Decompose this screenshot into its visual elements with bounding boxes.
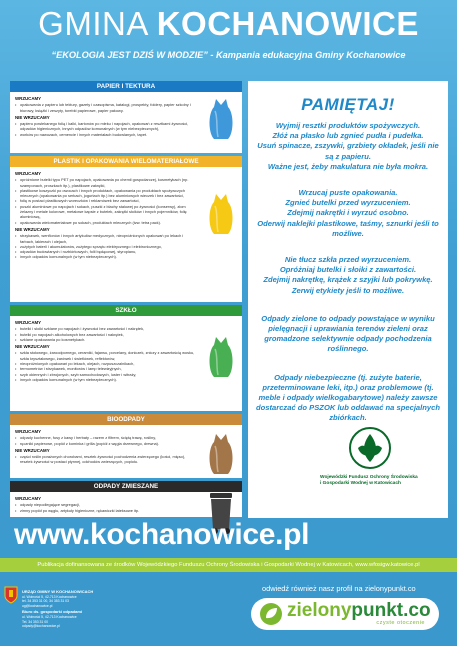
forbidden-label: NIE WRZUCAMY	[15, 114, 50, 120]
waste-bag-icon	[206, 97, 236, 141]
forbidden-label: NIE WRZUCAMY	[15, 344, 50, 350]
list-item: • butelki po napojach alkoholowych bez zawartości i nakrętek,	[15, 332, 196, 337]
list-item: • opakowania z papieru lub tektury, gazety i czasopisma, katalogi, prospekty, foldery, papier szkolny i biurowy, książki i zeszyty, torebki papierowe, papier pakowy.	[15, 102, 196, 113]
title-bold: KOCHANOWICE	[156, 5, 419, 42]
waste-section	[10, 414, 242, 478]
coat-of-arms-icon	[4, 586, 18, 604]
waste-sections	[10, 81, 242, 520]
allowed-list	[15, 102, 196, 113]
office2-name: Biuro ds. gospodarki odpadami	[22, 609, 83, 615]
reminder-bio: Odpady zielone to odpady powstające w wyniku pielęgnacji i uprawiania terenów zieleni oraz gromadzone selektywnie odpady pochodzenia roślinnego.	[261, 313, 435, 354]
allowed-list	[15, 502, 196, 513]
list-item: • opróżnione butelki typu PET po napojach, opakowania po chemii gospodarczej, kosmetykach (np. szamponach, proszkach itp.), plastikowe zakrętki,	[15, 177, 196, 188]
waste-section	[10, 156, 242, 302]
waste-section	[10, 481, 242, 517]
forbidden-list	[15, 350, 196, 382]
wfos-name-line2: i Gospodarki Wodnej w Katowicach	[320, 481, 401, 486]
list-item: • opakowania wielomateriałowe po sokach, produktach mlecznych (tzw. tetra pack).	[15, 220, 196, 225]
allowed-label: WRZUCAMY	[15, 429, 42, 434]
allowed-list	[15, 435, 196, 446]
funding-note: Publikacja dofinansowana ze środków Wojewódzkiego Funduszu Ochrony Środowiska i Gospodarki Wodnej w Katowicach, www.wfosigw.katowice.pl	[0, 558, 457, 572]
wfos-logo	[310, 426, 430, 487]
zielony-tagline: czyste otoczenie	[376, 620, 425, 626]
zielony-brand-right: punkt.co	[351, 600, 431, 621]
list-item: • odpady niepodlegające segregacji,	[15, 502, 196, 507]
office-contact	[22, 590, 142, 629]
waste-bag-icon	[206, 335, 236, 379]
allowed-list	[15, 326, 196, 342]
list-item: • plastikowe koszyczki po owocach i innych produktach, opakowania po produktach spożywczych mlecznych (opakowania po serkach, jogurtach itp.) bez aluminiowych wieczek i bez zawartości,	[15, 188, 196, 199]
list-item: • butelki i słoiki szklane po napojach i żywności bez zawartości i nakrętek,	[15, 326, 196, 331]
list-item: • innych odpadów komunalnych (w tym niebezpiecznych).	[15, 254, 196, 259]
list-item: • szkła stołowego, żaroodpornego, ceramiki, fajansu, porcelany, doniczek, zniczy z zawartością wosku, szkła kryształowego, żarówek i świetlówek, reflektorów,	[15, 350, 196, 361]
forbidden-label: NIE WRZUCAMY	[15, 447, 50, 453]
reminder-heading: PAMIĘTAJ!	[301, 95, 395, 114]
office-phone: tel. 34 353 31 00, 34 353 31 03	[22, 599, 69, 604]
list-item: • termometrów i strzykawek, monitorów i lamp telewizyjnych,	[15, 366, 196, 371]
waste-section	[10, 305, 242, 411]
list-item: • ręczniki papierowe, popiół z kominka i grilla (popiół z węgla drzewnego, drewna).	[15, 441, 196, 446]
office2-phone: Tel. 34 353 31 00	[22, 619, 49, 624]
page-title	[0, 4, 457, 44]
list-item: • folię w postaci plastikowych woreczków i reklamówek bez zawartości,	[15, 198, 196, 203]
forbidden-list	[15, 233, 196, 259]
list-item: • części roślin porażonych chorobami, resztek żywności pochodzenia zwierzęcego (kości, mięso), resztek żywności w postaci płynnej, odchodów zwierzęcych, popiołu.	[15, 454, 196, 465]
wfos-emblem-icon	[348, 426, 392, 470]
reminder-glass: Nie tłucz szkła przed wyrzuceniem. Opróżniaj butelki i słoiki z zawartości. Zdejmij nakrętkę, krążek z szyjki lub pokrywkę. Zerwij etykiety jeśli to możliwe.	[263, 255, 433, 295]
office2-address: ul. Wolności 5, 42-713 Kochanowice	[22, 614, 77, 619]
waste-bag-icon	[206, 432, 236, 476]
zielony-invite: odwiedź również nasz profil na zielonypunkt.co	[262, 584, 416, 593]
forbidden-list	[15, 121, 196, 137]
footer	[0, 572, 457, 646]
section-title: BIOODPADY	[10, 414, 242, 425]
section-title: PAPIER I TEKTURA	[10, 81, 242, 92]
forbidden-list	[15, 454, 196, 465]
list-item: • odpadów budowlanych i rozbiórkowych, folii będącowej, styropianu,	[15, 249, 196, 254]
website-url[interactable]: www.kochanowice.pl	[14, 518, 310, 551]
list-item: • szyb okiennych i zbrojonych, szyb samochodowych, luster i witraży,	[15, 372, 196, 377]
reminder-plastic: Wrzucaj puste opakowania. Zgnieć butelki przed wyrzuceniem. Zdejmij nakrętki i wyrzuć osobno. Oderwij naklejki plastikowe, taśmy, sznurki jeśli to możliwe.	[257, 188, 439, 238]
list-item: • papieru powlekanego folią i kalki, kartonów po mleku i napojach, opakowań z resztkami żywności, odpadów higienicznych, innych odpadów komunalnych (w tym niebezpiecznych),	[15, 121, 196, 132]
list-item: • strzykawek, wenflonów i innych artykułów medycznych, nieopróżnionych opakowań po lekach i farbach, lakierach i olejach,	[15, 233, 196, 244]
list-item: • odpady kuchenne, fusy z kawy i herbaty – razem z filtrem, ściętą trawę, rośliny,	[15, 435, 196, 440]
allowed-label: WRZUCAMY	[15, 171, 42, 176]
list-item: • puszki aluminiowe po napojach i sokach, puszki z blachy stalowej po żywności (konserwy), złom żelazny i metale kolorowe, metalowe kapsle z butelek, zakrętki słoików i innych pojemników, folię aluminiową,	[15, 204, 196, 220]
office-email[interactable]: ug@kochanowice.pl	[22, 603, 53, 608]
list-item: • nieopróżnionych opakowań po lekach, olejach, rozpuszczalnikach,	[15, 361, 196, 366]
forbidden-label: NIE WRZUCAMY	[15, 226, 50, 232]
title-light: GMINA	[38, 5, 148, 42]
waste-section	[10, 81, 242, 153]
allowed-label: WRZUCAMY	[15, 96, 42, 101]
wfos-name-line1: Wojewódzki Fundusz Ochrony Środowiska	[320, 475, 418, 480]
list-item: • zużytych baterii i akumulatorów, zużytego sprzętu elektrycznego i elektronicznego,	[15, 244, 196, 249]
allowed-label: WRZUCAMY	[15, 496, 42, 501]
reminder-hazardous: Odpady niebezpieczne (tj. zużyte baterie, przeterminowane leki, itp.) oraz problemowe (tj. meble i odpady wielkogabarytowe) należy zawsze dostarczać do PSZOK lub oddawać na specjalnych zbiórkach.	[256, 372, 440, 423]
allowed-list	[15, 177, 196, 225]
zielony-brand-left: zielony	[287, 600, 352, 621]
zielonypunkt-logo[interactable]	[251, 598, 439, 630]
list-item: • innych odpadów komunalnych (w tym niebezpiecznych).	[15, 377, 196, 382]
list-item: • zimny popiół po węglu, artykuły higieniczne, rękawiczki lateksowe itp.	[15, 508, 196, 513]
list-item: • worków po nawozach, cemencie i innych materiałach budowlanych, tapet.	[15, 132, 196, 137]
section-title: SZKŁO	[10, 305, 242, 316]
reminder-panel	[248, 81, 448, 518]
section-title: ODPADY ZMIESZANE	[10, 481, 242, 492]
office-address: ul. Wolności 5, 42-713 Kochanowice	[22, 594, 77, 599]
list-item: • szklane opakowania po kosmetykach.	[15, 337, 196, 342]
allowed-label: WRZUCAMY	[15, 320, 42, 325]
office-name: URZĄD GMINY W KOCHANOWICACH	[22, 589, 94, 594]
campaign-subtitle: “EKOLOGIA JEST DZIŚ W MODZIE” - Kampania edukacyjna Gminy Kochanowice	[51, 50, 406, 60]
section-title: PLASTIK I OPAKOWANIA WIELOMATERIAŁOWE	[10, 156, 242, 167]
reminder-paper: Wyjmij resztki produktów spożywczych. Złóż na płasko lub zgnieć pudła i pudełka. Usuń spinacze, zszywki, grzbiety okładek, jeśli nie są z papieru. Ważne jest, żeby makulatura nie była mokra.	[257, 121, 439, 171]
leaf-icon	[259, 602, 283, 626]
waste-bag-icon	[206, 192, 236, 236]
office2-email[interactable]: odpady@kochanowice.pl	[22, 624, 60, 629]
